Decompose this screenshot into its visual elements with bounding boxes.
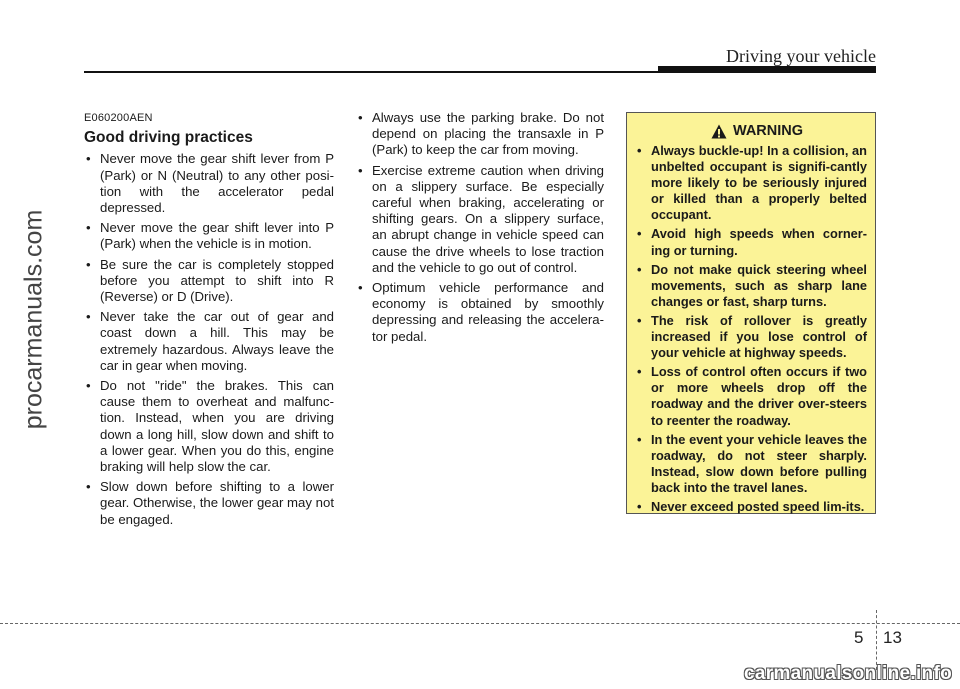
page-divider [876,610,877,670]
header-rule-thick [658,66,876,73]
list-item: • Do not "ride" the brakes. This can cause them to overheat and malfunc-tion. Instead, when you are driving down a long hill, slow down and shift to a lower gear. When you do this, engine braking will help slow the car. [86,378,334,475]
warning-header [647,123,867,139]
page-number: 13 [883,628,902,647]
side-watermark: procarmanuals.com [19,209,48,430]
middle-column [356,110,604,349]
footer-rule [0,623,960,624]
left-column [84,110,334,532]
list-item: • Always buckle-up! In a collision, an unbelted occupant is signifi-cantly more likely to be seriously injured or killed than a properly belted occupant. [637,143,867,223]
warning-list [637,143,867,515]
list-item: • Do not make quick steering wheel movements, such as sharp lane changes or fast, sharp turns. [637,261,867,309]
header-rule-thin [84,71,676,73]
list-item: • Avoid high speeds when corner-ing or turning. [637,226,867,258]
list-item: • Be sure the car is completely stopped before you attempt to shift into R (Reverse) or D (Drive). [86,256,334,305]
list-item: • Never move the gear shift lever from P (Park) or N (Neutral) to any other posi-tion with the accelerator pedal depressed. [86,151,334,216]
chapter-number: 5 [854,628,864,647]
section-code: E060200AEN [84,112,153,124]
warning-box [626,112,876,514]
list-item: • Always use the parking brake. Do not depend on placing the transaxle in P (Park) to keep the car from moving. [358,110,604,158]
left-bullet-list [84,151,334,527]
list-item: • In the event your vehicle leaves the roadway, do not steer sharply. Instead, slow down before pulling back into the travel lanes. [637,431,867,495]
warning-title: WARNING [732,123,804,139]
list-item: • The risk of rollover is greatly increased if you lose control of your vehicle at highway speeds. [637,312,867,361]
list-item: • Optimum vehicle performance and economy is obtained by smoothly depressing and releasing the accelera-tor pedal. [358,280,604,344]
section-title: Driving your vehicle [726,46,876,66]
bottom-watermark: carmanualsonline.info [744,663,952,684]
section-heading: Good driving practices [84,129,253,147]
list-item: • Loss of control often occurs if two or more wheels drop off the roadway and the driver over-steers to reenter the roadway. [637,364,867,428]
list-item: • Never move the gear shift lever into P (Park) when the vehicle is in motion. [86,220,334,252]
warning-triangle-icon [711,124,727,139]
list-item: • Never take the car out of gear and coast down a hill. This may be extremely hazardous. Always leave the car in gear when moving. [86,309,334,373]
list-item: • Slow down before shifting to a lower gear. Otherwise, the lower gear may not be engaged. [86,479,334,527]
mid-bullet-list [356,110,604,345]
list-item: • Exercise extreme caution when driving on a slippery surface. Be especially careful when braking, accelerating or shifting gears. On a slippery surface, an abrupt change in vehicle speed can cause the drive wheels to lose traction and the vehicle to go out of control. [358,162,604,275]
list-item: • Never exceed posted speed lim-its. [637,498,865,514]
